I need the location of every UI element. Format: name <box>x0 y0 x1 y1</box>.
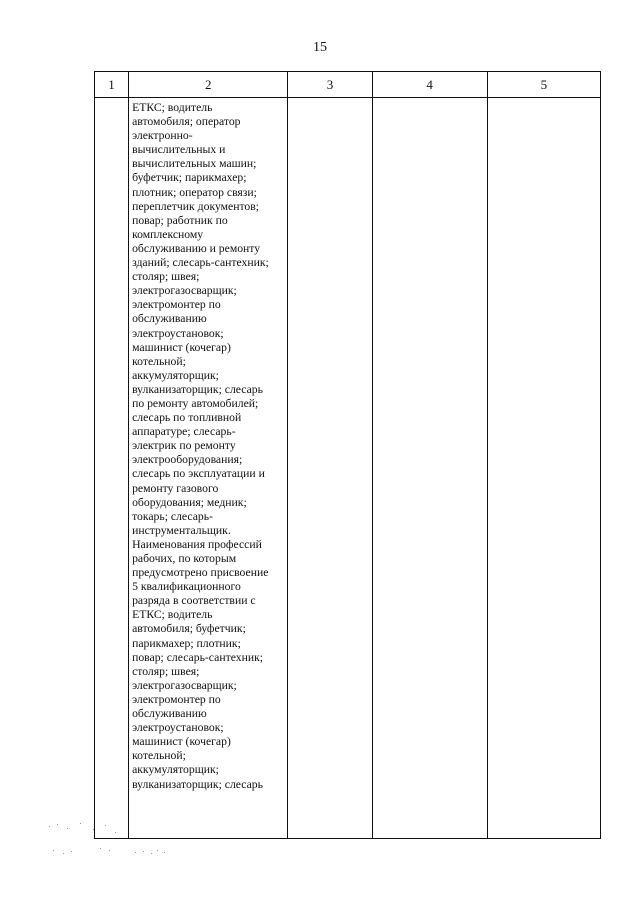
text-line: электроустановок; <box>132 721 224 735</box>
text-line: вычислительных и <box>132 143 226 157</box>
text-line: 5 квалификационного <box>132 580 241 594</box>
text-line: оборудования; медник; <box>132 495 247 509</box>
text-line: вычислительных машин; <box>132 157 257 171</box>
table-row <box>95 98 601 839</box>
text-line: электроустановок; <box>132 326 224 340</box>
text-line: токарь; слесарь- <box>132 509 213 523</box>
text-line: столяр; швея; <box>132 270 200 284</box>
text-line: электрогазосварщик; <box>132 678 237 692</box>
data-table <box>94 71 601 839</box>
text-line: повар; работник по <box>132 213 228 227</box>
text-line: переплетчик документов; <box>132 199 260 213</box>
text-line: электрик по ремонту <box>132 439 236 453</box>
text-line: электрогазосварщик; <box>132 284 237 298</box>
table-header-row <box>95 72 601 98</box>
column-header-5: 5 <box>487 72 600 98</box>
text-line: машинист (кочегар) <box>132 735 231 749</box>
text-line: аппаратуре; слесарь- <box>132 425 236 439</box>
cell-col-2 <box>129 98 288 839</box>
profession-list-text <box>132 101 287 792</box>
text-line: ремонту газового <box>132 481 219 495</box>
text-line: электрооборудования; <box>132 453 243 467</box>
text-line: столяр; швея; <box>132 664 200 678</box>
text-line: аккумуляторщик; <box>132 368 219 382</box>
cell-col-5 <box>487 98 600 839</box>
text-line: плотник; оператор связи; <box>132 185 257 199</box>
text-line: слесарь по эксплуатации и <box>132 467 265 481</box>
text-line: автомобиля; оператор <box>132 115 241 129</box>
text-line: электромонтер по <box>132 298 221 312</box>
text-line: обслуживанию и ремонту <box>132 241 261 255</box>
text-line: по ремонту автомобилей; <box>132 396 259 410</box>
text-line: котельной; <box>132 354 186 368</box>
text-line: слесарь по топливной <box>132 411 242 425</box>
text-line: обслуживанию <box>132 312 207 326</box>
cell-col-1 <box>95 98 129 839</box>
text-line: повар; слесарь-сантехник; <box>132 650 263 664</box>
text-line: буфетчик; парикмахер; <box>132 171 247 185</box>
text-line: ЕТКС; водитель <box>132 608 213 622</box>
text-line: комплексному <box>132 227 204 241</box>
text-line: обслуживанию <box>132 707 207 721</box>
cell-col-3 <box>288 98 372 839</box>
text-line: разряда в соответствии с <box>132 594 256 608</box>
text-line: вулканизаторщик; слесарь <box>132 777 263 791</box>
text-line: электронно- <box>132 129 193 143</box>
text-line: инструментальщик. <box>132 523 231 537</box>
text-line: автомобиля; буфетчик; <box>132 622 246 636</box>
text-line: парикмахер; плотник; <box>132 636 241 650</box>
text-line: ЕТКС; водитель <box>132 101 213 114</box>
text-line: электромонтер по <box>132 692 221 706</box>
page-number: 15 <box>313 40 327 55</box>
text-line: предусмотрено присвоение <box>132 566 269 580</box>
cell-col-4 <box>372 98 487 839</box>
column-header-2: 2 <box>129 72 288 98</box>
text-line: рабочих, по которым <box>132 552 237 565</box>
column-header-1: 1 <box>95 72 129 98</box>
column-header-3: 3 <box>288 72 372 98</box>
scan-noise-marks <box>45 820 175 860</box>
text-line: котельной; <box>132 749 186 763</box>
text-line: Наименования профессий <box>132 537 262 551</box>
text-line: вулканизаторщик; слесарь <box>132 382 263 396</box>
text-line: зданий; слесарь-сантехник; <box>132 256 269 270</box>
text-line: машинист (кочегар) <box>132 340 231 354</box>
column-header-4: 4 <box>372 72 487 98</box>
text-line: аккумуляторщик; <box>132 763 219 777</box>
